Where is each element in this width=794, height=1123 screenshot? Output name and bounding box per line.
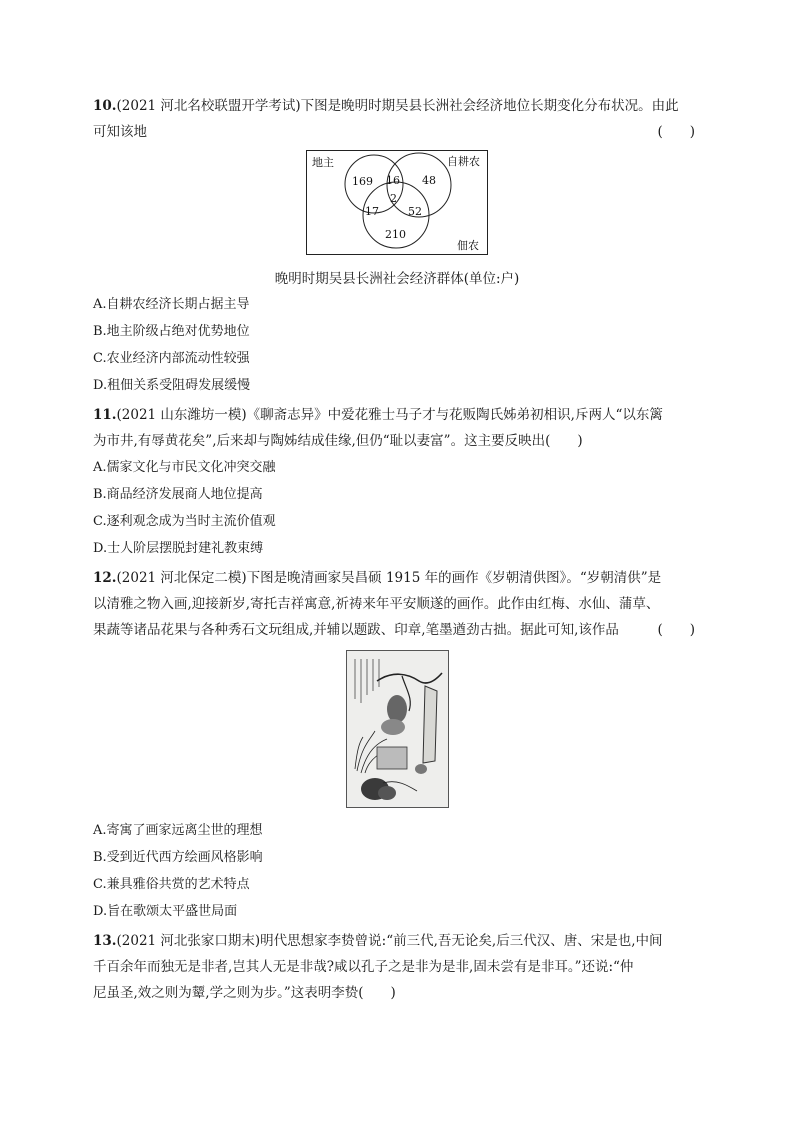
q12-option-b[interactable]: B.受到近代西方绘画风格影响 <box>93 850 263 865</box>
q12-line-3 <box>93 620 703 640</box>
q11-option-b[interactable]: B.商品经济发展商人地位提高 <box>93 487 263 502</box>
venn-diagram <box>306 150 488 255</box>
q10-answer-paren: ( ) <box>657 124 695 140</box>
q11-option-d[interactable]: D.士人阶层摆脱封建礼教束缚 <box>93 541 264 556</box>
painting-image <box>346 650 449 808</box>
q13-number: 13. <box>93 933 117 949</box>
q12-option-d[interactable]: D.旨在歌颂太平盛世局面 <box>93 904 238 919</box>
q10-line-2 <box>93 122 703 142</box>
value-owner-tenant: 52 <box>408 205 422 218</box>
q12-text-2: 以清雅之物入画,迎接新岁,寄托吉祥寓意,祈祷来年平安顺遂的画作。此作由红梅、水仙、蒲草、 <box>93 596 660 612</box>
q10-text-1: (2021 河北名校联盟开学考试)下图是晚明时期吴县长洲社会经济地位长期变化分布状况。由此 <box>116 98 679 114</box>
value-all-three: 2 <box>390 192 397 205</box>
q11-number: 11. <box>93 407 117 423</box>
q10-line-1 <box>93 96 703 116</box>
q11-line-1 <box>93 405 703 425</box>
q11-text-2: 为市井,有辱黄花矣”,后来却与陶姊结成佳缘,但仍“耻以妻富”。这主要反映出( ) <box>93 433 583 449</box>
q10-option-a[interactable]: A.自耕农经济长期占据主导 <box>93 297 250 312</box>
venn-caption: 晚明时期吴县长洲社会经济群体(单位:户) <box>274 271 520 287</box>
q12-line-2 <box>93 594 703 614</box>
label-tenant: 佃农 <box>457 239 479 252</box>
label-landlord: 地主 <box>312 156 334 169</box>
q12-text-1: (2021 河北保定二模)下图是晚清画家吴昌硕 1915 年的画作《岁朝清供图》。“岁朝清供”是 <box>116 570 662 586</box>
q12-option-c[interactable]: C.兼具雅俗共赏的艺术特点 <box>93 877 250 892</box>
q13-text-3: 尼虽圣,效之则为颦,学之则为步。”这表明李贽( ) <box>93 985 396 1001</box>
value-landlord-owner: 16 <box>386 174 400 187</box>
q12-number: 12. <box>93 570 117 586</box>
q12-option-a[interactable]: A.寄寓了画家远离尘世的理想 <box>93 823 263 838</box>
q11-option-a[interactable]: A.儒家文化与市民文化冲突交融 <box>93 460 276 475</box>
q10-option-b[interactable]: B.地主阶级占绝对优势地位 <box>93 324 250 339</box>
label-owner-farmer: 自耕农 <box>447 155 480 168</box>
value-tenant-only: 210 <box>385 228 406 241</box>
q13-text-1: (2021 河北张家口期末)明代思想家李贽曾说:“前三代,吾无论矣,后三代汉、唐、宋是也,中间 <box>116 933 663 949</box>
q11-line-2 <box>93 431 703 451</box>
q11-text-1: (2021 山东潍坊一模)《聊斋志异》中爱花雅士马子才与花贩陶氏姊弟初相识,斥两人“以东篱 <box>116 407 663 423</box>
q10-text-2: 可知该地 <box>93 124 147 140</box>
q13-line-1 <box>93 931 703 951</box>
value-landlord-tenant: 17 <box>365 205 379 218</box>
value-landlord-only: 169 <box>352 175 373 188</box>
q13-line-3 <box>93 983 703 1003</box>
q12-line-1 <box>93 568 703 588</box>
value-owner-only: 48 <box>422 174 436 187</box>
q13-text-2: 千百余年而独无是非者,岂其人无是非哉?咸以孔子之是非为是非,固未尝有是非耳。”还说:“仲 <box>93 959 634 975</box>
q12-text-3: 果蔬等诸品花果与各种秀石文玩组成,并辅以题跋、印章,笔墨遒劲古拙。据此可知,该作品 <box>93 622 619 638</box>
q10-number: 10. <box>93 98 117 114</box>
q11-option-c[interactable]: C.逐利观念成为当时主流价值观 <box>93 514 276 529</box>
q10-option-d[interactable]: D.租佃关系受阻碍发展缓慢 <box>93 378 251 393</box>
q10-option-c[interactable]: C.农业经济内部流动性较强 <box>93 351 250 366</box>
q12-answer-paren: ( ) <box>657 622 695 638</box>
q13-line-2 <box>93 957 703 977</box>
